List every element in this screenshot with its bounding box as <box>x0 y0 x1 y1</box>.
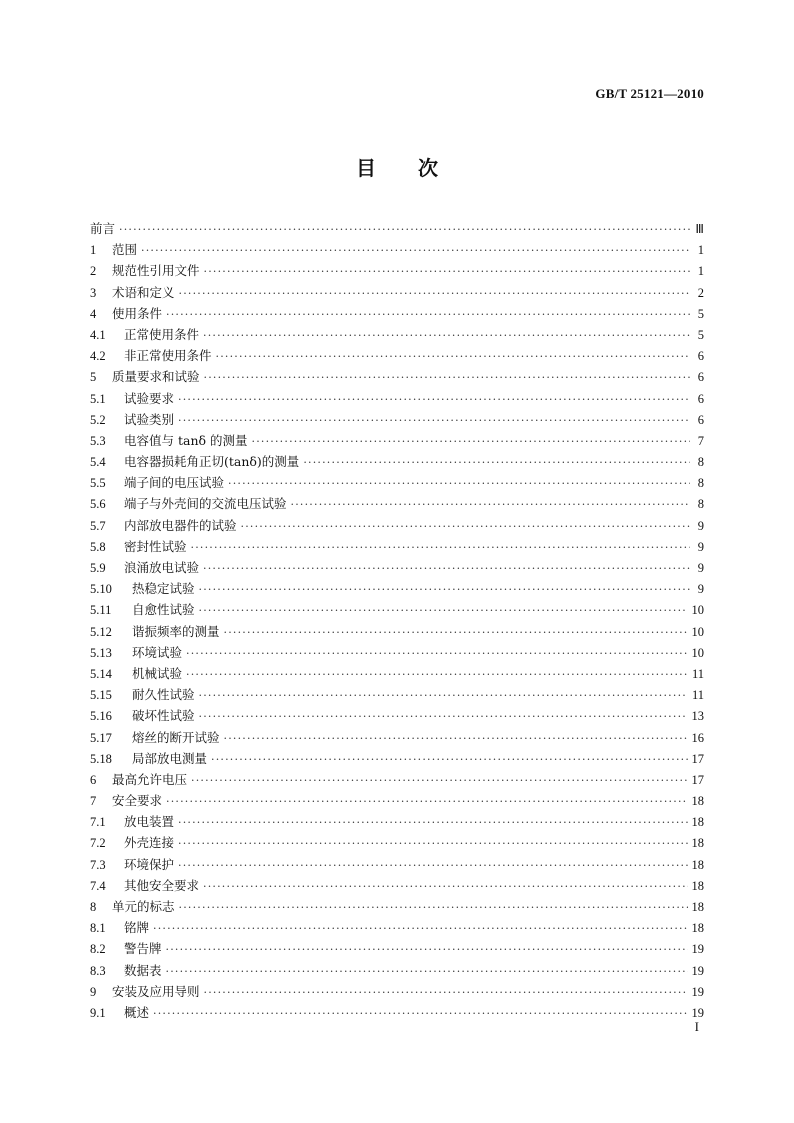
toc-entry-label: 局部放电测量 <box>132 750 208 766</box>
toc-entry-label: 使用条件 <box>112 305 163 321</box>
toc-entry-number: 8.3 <box>90 963 106 978</box>
toc-entry-page: 2 <box>697 285 704 300</box>
toc-dot-leader <box>203 562 690 575</box>
toc-entry[interactable] <box>90 643 704 664</box>
toc-dot-leader <box>204 986 688 999</box>
toc-entry-label: 环境保护 <box>124 856 175 872</box>
toc-entry[interactable] <box>90 494 704 515</box>
toc-entry-page: 8 <box>697 497 704 512</box>
toc-entry-number: 7.1 <box>90 815 106 830</box>
toc-entry-number: 5.7 <box>90 518 106 533</box>
toc-entry[interactable] <box>90 961 704 982</box>
toc-entry-page: 19 <box>691 984 704 999</box>
toc-entry-page: 9 <box>697 539 704 554</box>
toc-entry-page: 10 <box>691 645 704 660</box>
toc-entry-number: 5.13 <box>90 645 112 660</box>
toc-entry-page: 1 <box>697 243 704 258</box>
toc-dot-leader <box>199 689 688 702</box>
toc-entry[interactable] <box>90 219 704 240</box>
page-title <box>0 152 794 181</box>
toc-entry[interactable] <box>90 728 704 749</box>
toc-entry-label: 非正常使用条件 <box>124 348 212 364</box>
toc-entry[interactable] <box>90 516 704 537</box>
toc-entry-number: 5.18 <box>90 751 112 766</box>
toc-entry-label: 热稳定试验 <box>132 581 195 597</box>
toc-entry-number: 5.16 <box>90 709 112 724</box>
toc-entry-page: 18 <box>691 794 704 809</box>
toc-dot-leader <box>252 435 691 448</box>
toc-entry-label: 质量要求和试验 <box>112 369 200 385</box>
toc-dot-leader <box>166 308 690 321</box>
toc-dot-leader <box>141 244 690 257</box>
toc-entry[interactable] <box>90 664 704 685</box>
toc-entry-number: 5.1 <box>90 391 106 406</box>
toc-entry-number: 5.3 <box>90 433 106 448</box>
toc-dot-leader <box>119 223 690 236</box>
toc-entry-page: 17 <box>691 751 704 766</box>
toc-dot-leader <box>186 668 688 681</box>
toc-entry[interactable] <box>90 812 704 833</box>
toc-entry[interactable] <box>90 325 704 346</box>
toc-entry[interactable] <box>90 346 704 367</box>
toc-entry[interactable] <box>90 897 704 918</box>
toc-entry-number: 8.2 <box>90 942 106 957</box>
toc-dot-leader <box>203 329 690 342</box>
toc-dot-leader <box>179 901 688 914</box>
toc-entry[interactable] <box>90 473 704 494</box>
toc-entry-label: 耐久性试验 <box>132 687 195 703</box>
toc-entry-label: 电容值与 tanδ 的测量 <box>124 432 248 448</box>
toc-dot-leader <box>153 922 687 935</box>
toc-entry-page: 6 <box>697 349 704 364</box>
toc-entry-page: 18 <box>691 878 704 893</box>
toc-dot-leader <box>204 371 690 384</box>
toc-entry-number: 5 <box>90 370 97 385</box>
toc-entry-page: 8 <box>697 455 704 470</box>
toc-entry-label: 前言 <box>90 221 116 236</box>
toc-entry-page: 11 <box>691 666 704 681</box>
toc-dot-leader <box>228 477 690 490</box>
standard-code: GB/T 25121—2010 <box>595 86 704 101</box>
page-number: I <box>694 1019 699 1034</box>
toc-dot-leader <box>291 498 690 511</box>
toc-entry-page: 17 <box>691 772 704 787</box>
toc-dot-leader <box>166 943 688 956</box>
toc-entry-number: 7.2 <box>90 836 106 851</box>
toc-dot-leader <box>211 753 687 766</box>
toc-entry-page: 9 <box>697 518 704 533</box>
toc-entry[interactable] <box>90 855 704 876</box>
toc-entry[interactable] <box>90 410 704 431</box>
toc-entry-number: 9 <box>90 984 97 999</box>
toc-entry-number: 5.8 <box>90 539 106 554</box>
toc-entry-number: 7 <box>90 794 97 809</box>
toc-entry-number: 5.12 <box>90 624 112 639</box>
toc-entry[interactable] <box>90 918 704 939</box>
toc-entry-number: 5.14 <box>90 666 112 681</box>
toc-entry-number: 7.4 <box>90 878 106 893</box>
toc-entry-label: 自愈性试验 <box>132 602 195 618</box>
toc-entry-number: 5.10 <box>90 582 112 597</box>
toc-entry-page: 13 <box>691 709 704 724</box>
toc-entry[interactable] <box>90 622 704 643</box>
toc-entry-page: 19 <box>691 963 704 978</box>
toc-entry-label: 最高允许电压 <box>112 771 188 787</box>
toc-entry-page: 9 <box>697 582 704 597</box>
toc-entry-label: 密封性试验 <box>124 538 187 554</box>
toc-entry-label: 警告牌 <box>124 941 162 957</box>
toc-entry[interactable] <box>90 389 704 410</box>
toc-dot-leader <box>166 965 688 978</box>
toc-entry-label: 安全要求 <box>112 793 163 809</box>
toc-entry-number: 5.4 <box>90 455 106 470</box>
toc-entry-number: 5.9 <box>90 561 106 575</box>
toc-entry-label: 试验要求 <box>124 390 175 406</box>
toc-entry-number: 5.6 <box>90 497 106 512</box>
toc-entry-label: 试验类别 <box>124 411 175 427</box>
toc-entry-label: 熔丝的断开试验 <box>132 729 220 745</box>
toc-entry[interactable] <box>90 431 704 452</box>
toc-entry[interactable] <box>90 939 704 960</box>
toc-dot-leader <box>199 604 688 617</box>
toc-entry-page: Ⅲ <box>695 222 704 236</box>
toc-entry-number: 7.3 <box>90 857 106 872</box>
toc-entry-page: 18 <box>691 815 704 830</box>
toc-dot-leader <box>204 265 690 278</box>
toc-entry-label: 术语和定义 <box>112 284 175 300</box>
toc-entry-label: 放电装置 <box>124 814 175 830</box>
toc-entry[interactable] <box>90 261 704 282</box>
toc-entry-label: 破坏性试验 <box>132 708 195 724</box>
toc-entry-page: 19 <box>691 942 704 957</box>
toc-entry-page: 10 <box>691 624 704 639</box>
toc-entry-number: 4.1 <box>90 327 106 342</box>
toc-entry-page: 6 <box>697 391 704 406</box>
toc-entry-page: 7 <box>697 433 704 448</box>
toc-dot-leader <box>179 287 690 300</box>
toc-entry-label: 环境试验 <box>132 644 183 660</box>
toc-entry-number: 1 <box>90 243 97 258</box>
toc-entry-label: 铭牌 <box>124 920 150 936</box>
toc-dot-leader <box>178 414 690 427</box>
toc-dot-leader <box>153 1007 687 1020</box>
toc-entry-page: 5 <box>697 327 704 342</box>
toc-entry-page: 5 <box>697 306 704 321</box>
toc-entry-page: 18 <box>691 857 704 872</box>
toc-dot-leader <box>224 732 688 745</box>
toc-dot-leader <box>191 541 690 554</box>
toc-dot-leader <box>199 710 688 723</box>
toc-entry-label: 规范性引用文件 <box>112 263 200 279</box>
title-char-1: 目 <box>356 156 376 180</box>
toc-entry-number: 4.2 <box>90 349 106 364</box>
toc-entry[interactable] <box>90 283 704 304</box>
toc-entry-label: 外壳连接 <box>124 835 175 851</box>
toc-entry-label: 其他安全要求 <box>124 877 200 893</box>
toc-entry[interactable] <box>90 452 704 473</box>
toc-entry-number: 5.11 <box>90 603 112 618</box>
toc-entry-label: 正常使用条件 <box>124 326 200 342</box>
toc-dot-leader <box>199 583 690 596</box>
table-of-contents <box>90 219 704 1024</box>
toc-entry-number: 8 <box>90 900 97 914</box>
toc-dot-leader <box>178 859 687 872</box>
toc-entry[interactable] <box>90 579 704 600</box>
toc-dot-leader <box>178 816 687 829</box>
toc-dot-leader <box>191 774 687 787</box>
toc-entry-label: 端子间的电压试验 <box>124 475 225 491</box>
toc-entry-label: 内部放电器件的试验 <box>124 517 237 533</box>
toc-entry-label: 谐振频率的测量 <box>132 623 220 639</box>
toc-dot-leader <box>186 647 687 660</box>
toc-entry-number: 5.15 <box>90 688 112 703</box>
toc-entry[interactable] <box>90 770 704 791</box>
toc-dot-leader <box>216 350 690 363</box>
toc-entry-label: 电容器损耗角正切(tanδ)的测量 <box>124 454 300 470</box>
toc-entry[interactable] <box>90 367 704 388</box>
toc-dot-leader <box>224 626 688 639</box>
toc-entry-label: 安装及应用导则 <box>112 983 200 999</box>
toc-entry-number: 5.5 <box>90 476 106 491</box>
toc-entry[interactable] <box>90 749 704 770</box>
toc-entry-page: 18 <box>691 836 704 851</box>
toc-entry-page: 18 <box>691 921 704 936</box>
toc-entry-number: 8.1 <box>90 921 106 936</box>
toc-entry[interactable] <box>90 240 704 261</box>
toc-entry-page: 6 <box>697 412 704 427</box>
toc-entry-number: 5.17 <box>90 730 112 745</box>
toc-entry[interactable] <box>90 558 704 579</box>
toc-entry-page: 1 <box>697 264 704 279</box>
toc-entry-number: 5.2 <box>90 412 106 427</box>
toc-entry-page: 18 <box>691 900 704 914</box>
toc-entry[interactable] <box>90 600 704 621</box>
toc-dot-leader <box>178 393 690 406</box>
toc-entry-label: 范围 <box>112 242 138 258</box>
toc-entry-number: 9.1 <box>90 1005 106 1020</box>
toc-entry[interactable] <box>90 982 704 1003</box>
toc-entry-label: 端子与外壳间的交流电压试验 <box>124 496 287 512</box>
toc-entry-label: 浪涌放电试验 <box>124 560 200 575</box>
toc-entry-label: 概述 <box>124 1004 150 1020</box>
toc-entry-label: 单元的标志 <box>112 899 175 914</box>
toc-entry[interactable] <box>90 537 704 558</box>
toc-entry-page: 8 <box>697 476 704 491</box>
toc-entry-label: 机械试验 <box>132 665 183 681</box>
toc-entry-label: 数据表 <box>124 962 162 978</box>
toc-dot-leader <box>166 795 687 808</box>
toc-entry-page: 10 <box>691 603 704 618</box>
toc-entry[interactable] <box>90 706 704 727</box>
toc-entry[interactable] <box>90 685 704 706</box>
toc-dot-leader <box>178 837 687 850</box>
toc-entry-number: 6 <box>90 772 97 787</box>
toc-entry-page: 19 <box>691 1005 704 1020</box>
toc-entry[interactable] <box>90 1003 704 1024</box>
toc-entry[interactable] <box>90 876 704 897</box>
toc-entry[interactable] <box>90 304 704 325</box>
toc-entry[interactable] <box>90 833 704 854</box>
toc-entry-page: 6 <box>697 370 704 385</box>
toc-dot-leader <box>303 456 690 469</box>
toc-entry-number: 3 <box>90 285 97 300</box>
toc-dot-leader <box>241 520 690 533</box>
toc-entry-page: 11 <box>691 688 704 703</box>
toc-entry-number: 2 <box>90 264 97 279</box>
title-char-2: 次 <box>418 156 438 180</box>
toc-entry-page: 16 <box>691 730 704 745</box>
toc-entry-page: 9 <box>697 561 704 575</box>
toc-dot-leader <box>203 880 687 893</box>
toc-entry-number: 4 <box>90 306 97 321</box>
toc-entry[interactable] <box>90 791 704 812</box>
